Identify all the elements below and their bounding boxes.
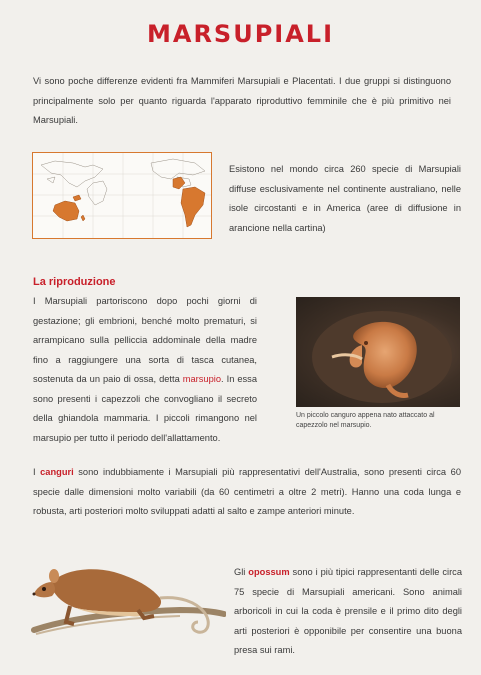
photo-image [296, 297, 460, 407]
kangaroo-text-start: I [33, 467, 41, 477]
world-map-image [33, 153, 211, 238]
intro-paragraph: Vi sono poche differenze evidenti fra Mammiferi Marsupiali e Placentati. I due gruppi si distinguono principalmente solo per quanto riguarda l'apparato riproduttivo femminile che è più primitivo nei Marsupiali. [33, 76, 451, 125]
opossum-text-start: Gli [234, 567, 249, 577]
newborn-kangaroo-photo [296, 297, 460, 407]
reproduction-text-end: . In essa sono presenti i capezzoli che convogliano il secreto della ghiandola mammaria. I piccoli rimangono nel marsupio per tutto il periodo dell'allattamento. [33, 374, 258, 443]
reproduction-paragraph [33, 292, 257, 448]
distribution-text: Esistono nel mondo circa 260 specie di Marsupiali diffuse esclusivamente nel continente australiano, nelle isole circostanti e in America (aree di diffusione in arancione nella cartina) [229, 164, 461, 233]
keyword-canguri: canguri [40, 467, 74, 477]
section-title-reproduction: La riproduzione [33, 276, 116, 288]
distribution-map [32, 152, 212, 239]
opossum-text-end: sono i più tipici rappresentanti delle circa 75 specie di Marsupiali americani. Sono animali arboricoli in cui la coda è prensile e il primo dito degli arti posteriori è opponibile per consentire una buona presa sui rami. [234, 567, 462, 655]
keyword-marsupio: marsupio [182, 374, 222, 384]
keyword-opossum: opossum [248, 567, 290, 577]
photo-caption: Un piccolo canguro appena nato attaccato al capezzolo nel marsupio. [296, 412, 435, 429]
page-title: MARSUPIALI [146, 20, 335, 48]
opossum-illustration [30, 552, 226, 644]
kangaroo-paragraph [33, 463, 461, 522]
opossum-paragraph [234, 563, 462, 661]
reproduction-text-start: I Marsupiali partoriscono dopo pochi giorni di gestazione; gli embrioni, benché molto prematuri, si arrampicano sulla pelliccia addominale della madre fino a raggiungere una sorta di tasca cutanea, sostenuta da un paio di ossa, detta [33, 296, 257, 384]
opossum-image [30, 552, 226, 644]
kangaroo-text-end: sono indubbiamente i Marsupiali più rappresentativi dell'Australia, sono presenti circa 60 specie dalle dimensioni molto variabili (da 60 centimetri a oltre 2 metri). Hanno una coda lunga e robusta, arti posteriori molto sviluppati adatti al salto e zampe anteriori minute. [33, 467, 461, 516]
